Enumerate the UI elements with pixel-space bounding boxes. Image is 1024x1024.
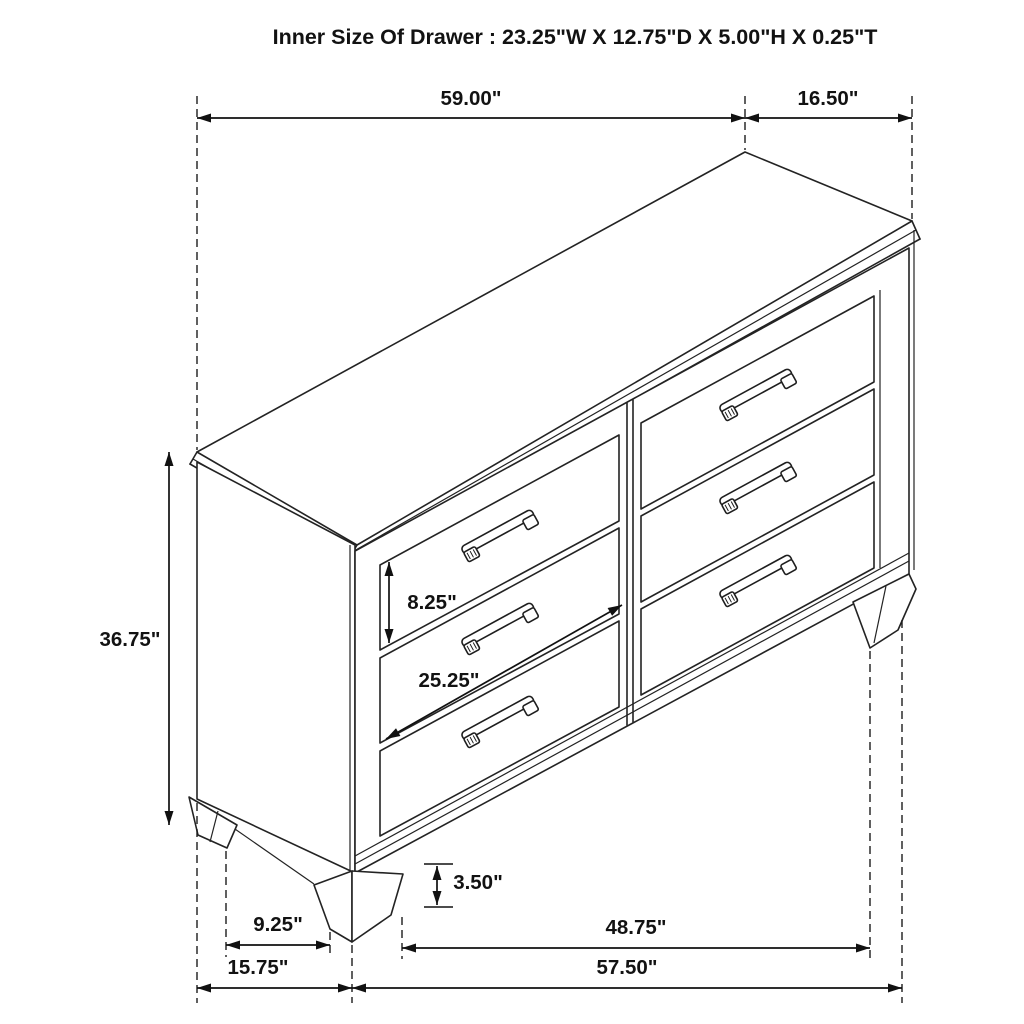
dimension-overall-height <box>99 452 173 825</box>
dim-label-leg-height: 3.50" <box>453 871 503 894</box>
arrowhead <box>338 984 352 993</box>
dim-label-drawer-height: 8.25" <box>407 591 457 614</box>
dimension-ticks <box>424 864 453 907</box>
arrowhead <box>731 114 745 123</box>
dimension-leg-height <box>424 864 503 907</box>
foot-front-left-face <box>314 871 352 942</box>
dim-label-top-depth: 16.50" <box>797 87 859 110</box>
dresser-drawing <box>189 152 920 942</box>
foot-front-left-side <box>352 871 403 942</box>
arrowhead <box>402 944 416 953</box>
arrowhead <box>433 891 442 905</box>
arrowhead <box>433 866 442 880</box>
diagram-title: Inner Size Of Drawer : 23.25"W X 12.75"D X 5.00"H X 0.25"T <box>272 25 878 49</box>
dim-label-overall-height: 36.75" <box>99 628 161 651</box>
dim-label-base-depth: 15.75" <box>227 956 289 979</box>
dim-label-base-width: 57.50" <box>596 956 658 979</box>
arrowhead <box>197 114 211 123</box>
arrowhead <box>316 941 330 950</box>
arrowhead <box>856 944 870 953</box>
dimension-top-width <box>197 87 745 123</box>
dimension-base-depth <box>197 956 352 993</box>
arrowhead <box>197 984 211 993</box>
arrowhead <box>888 984 902 993</box>
dimension-base-width <box>352 956 902 993</box>
arrowhead <box>898 114 912 123</box>
arrowhead <box>745 114 759 123</box>
arrowhead <box>165 452 174 466</box>
dim-label-drawer-width: 25.25" <box>418 669 480 692</box>
arrowhead <box>165 811 174 825</box>
arrowhead <box>352 984 366 993</box>
dimension-side-leg-spacing <box>226 913 330 950</box>
dimension-front-leg-spacing <box>402 916 870 953</box>
dim-label-side-leg-spacing: 9.25" <box>253 913 303 936</box>
dim-label-top-width: 59.00" <box>440 87 502 110</box>
dim-label-front-leg-spacing: 48.75" <box>605 916 667 939</box>
dimension-top-depth <box>745 87 912 123</box>
arrowhead <box>226 941 240 950</box>
